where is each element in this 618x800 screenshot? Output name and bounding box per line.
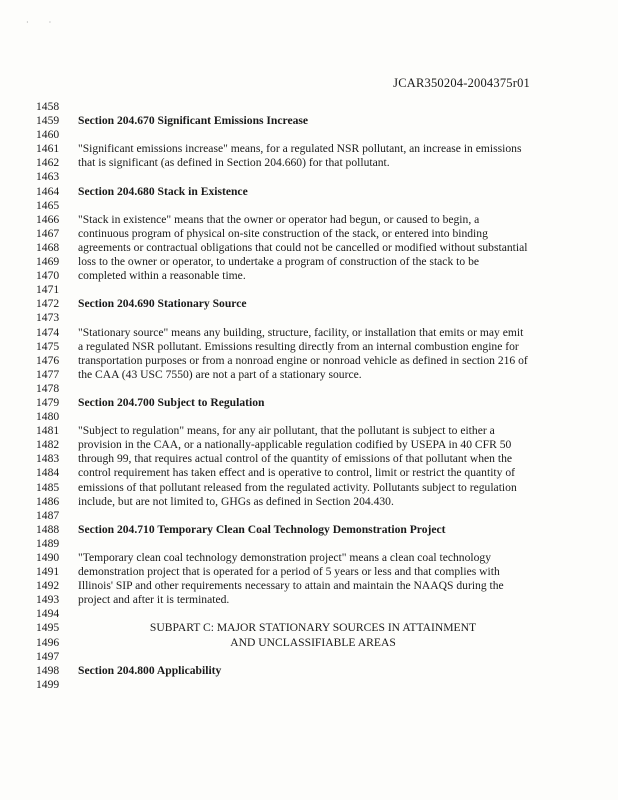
body-text: "Stack in existence" means that the owner or operator had begun, or caused to begin, a [78, 212, 480, 226]
body-text: emissions of that pollutant released from the regulated activity. Pollutants subject to regulation [78, 480, 517, 494]
line-1489 [0, 537, 618, 551]
line-number: 1489 [36, 536, 60, 550]
section-heading: Section 204.710 Temporary Clean Coal Technology Demonstration Project [78, 522, 446, 536]
line-1477 [0, 368, 618, 382]
line-number: 1495 [36, 621, 60, 635]
line-1459 [0, 114, 618, 128]
line-1481 [0, 424, 618, 438]
line-1493 [0, 593, 618, 607]
line-1463 [0, 170, 618, 184]
line-1469 [0, 255, 618, 269]
line-1491 [0, 565, 618, 579]
body-text: loss to the owner or operator, to undertake a program of construction of the stack to be [78, 255, 480, 269]
document-body [0, 100, 618, 692]
line-1470 [0, 269, 618, 283]
subpart-heading: AND UNCLASSIFIABLE AREAS [230, 635, 396, 649]
line-number: 1481 [36, 424, 60, 438]
line-number: 1464 [36, 184, 60, 198]
line-1466 [0, 213, 618, 227]
line-number: 1469 [36, 255, 60, 269]
line-1490 [0, 551, 618, 565]
line-1468 [0, 241, 618, 255]
line-1458 [0, 100, 618, 114]
body-text: completed within a reasonable time. [78, 269, 246, 283]
body-text: the CAA (43 USC 7550) are not a part of a stationary source. [78, 367, 362, 381]
line-1487 [0, 509, 618, 523]
line-number: 1466 [36, 212, 60, 226]
line-number: 1465 [36, 198, 60, 212]
line-number: 1494 [36, 607, 60, 621]
line-number: 1474 [36, 325, 60, 339]
line-1485 [0, 481, 618, 495]
line-1497 [0, 650, 618, 664]
line-1488 [0, 523, 618, 537]
body-text: agreements or contractual obligations that could not be cancelled or modified without substantial [78, 240, 528, 254]
line-number: 1470 [36, 269, 60, 283]
section-heading: Section 204.680 Stack in Existence [78, 184, 248, 198]
body-text: "Subject to regulation" means, for any air pollutant, that the pollutant is subject to either a [78, 424, 495, 438]
line-number: 1459 [36, 114, 60, 128]
line-number: 1479 [36, 395, 60, 409]
body-text: transportation purposes or from a nonroad engine or nonroad vehicle as defined in section 216 of [78, 353, 528, 367]
line-1495 [0, 621, 618, 635]
line-number: 1478 [36, 381, 60, 395]
line-1467 [0, 227, 618, 241]
line-number: 1461 [36, 142, 60, 156]
section-heading: Section 204.700 Subject to Regulation [78, 395, 265, 409]
line-number: 1499 [36, 677, 60, 691]
line-1460 [0, 128, 618, 142]
line-number: 1476 [36, 353, 60, 367]
body-text: that is significant (as defined in Section 204.660) for that pollutant. [78, 156, 390, 170]
line-number: 1497 [36, 649, 60, 663]
line-number: 1484 [36, 466, 60, 480]
body-text: Illinois' SIP and other requirements necessary to attain and maintain the NAAQS during the [78, 579, 504, 593]
line-number: 1467 [36, 226, 60, 240]
line-1479 [0, 396, 618, 410]
body-text: project and after it is terminated. [78, 593, 230, 607]
line-number: 1488 [36, 522, 60, 536]
line-number: 1486 [36, 494, 60, 508]
subpart-heading: SUBPART C: MAJOR STATIONARY SOURCES IN ATTAINMENT [149, 621, 477, 635]
body-text: through 99, that requires actual control of the quantity of emissions of that pollutant when the [78, 452, 513, 466]
body-text: "Significant emissions increase" means, for a regulated NSR pollutant, an increase in emissions [78, 142, 522, 156]
line-number: 1463 [36, 170, 60, 184]
line-number: 1472 [36, 297, 60, 311]
section-heading: Section 204.800 Applicability [78, 663, 222, 677]
body-text: a regulated NSR pollutant. Emissions resulting directly from an internal combustion engine for [78, 339, 519, 353]
line-number: 1487 [36, 508, 60, 522]
line-1464 [0, 185, 618, 199]
line-1476 [0, 354, 618, 368]
line-number: 1492 [36, 579, 60, 593]
line-number: 1473 [36, 311, 60, 325]
section-heading: Section 204.670 Significant Emissions Increase [78, 114, 309, 128]
line-number: 1475 [36, 339, 60, 353]
line-number: 1490 [36, 551, 60, 564]
line-number: 1483 [36, 452, 60, 466]
scan-specks: · · [26, 18, 52, 27]
line-1475 [0, 340, 618, 354]
line-number: 1458 [36, 100, 60, 113]
line-1472 [0, 297, 618, 311]
line-1480 [0, 410, 618, 424]
line-1483 [0, 452, 618, 466]
line-number: 1485 [36, 480, 60, 494]
line-1496 [0, 636, 618, 650]
line-1471 [0, 283, 618, 297]
line-number: 1496 [36, 635, 60, 649]
line-1465 [0, 199, 618, 213]
body-text: control requirement has taken effect and is operative to control, limit or restrict the quantity of [78, 466, 515, 480]
line-number: 1471 [36, 283, 60, 297]
line-1499 [0, 678, 618, 692]
line-1461 [0, 142, 618, 156]
section-heading: Section 204.690 Stationary Source [78, 297, 247, 311]
line-1486 [0, 495, 618, 509]
line-number: 1491 [36, 565, 60, 579]
line-1484 [0, 466, 618, 480]
line-number: 1460 [36, 128, 60, 142]
line-number: 1462 [36, 156, 60, 170]
body-text: "Temporary clean coal technology demonstration project" means a clean coal technology [78, 551, 491, 564]
line-1478 [0, 382, 618, 396]
line-number: 1480 [36, 410, 60, 424]
body-text: include, but are not limited to, GHGs as defined in Section 204.430. [78, 494, 394, 508]
line-1474 [0, 326, 618, 340]
line-number: 1482 [36, 438, 60, 452]
line-1473 [0, 311, 618, 325]
line-1494 [0, 607, 618, 621]
body-text: provision in the CAA, or a nationally-applicable regulation codified by USEPA in 40 CFR 50 [78, 438, 512, 452]
body-text: "Stationary source" means any building, structure, facility, or installation that emits or may emit [78, 325, 524, 339]
line-number: 1493 [36, 593, 60, 607]
body-text: continuous program of physical on-site construction of the stack, or entered into binding [78, 226, 488, 240]
line-number: 1468 [36, 240, 60, 254]
line-1498 [0, 664, 618, 678]
line-1482 [0, 438, 618, 452]
line-1462 [0, 156, 618, 170]
line-number: 1477 [36, 367, 60, 381]
line-1492 [0, 579, 618, 593]
line-number: 1498 [36, 663, 60, 677]
document-id: JCAR350204-2004375r01 [393, 76, 530, 90]
body-text: demonstration project that is operated for a period of 5 years or less and that complies with [78, 565, 500, 579]
